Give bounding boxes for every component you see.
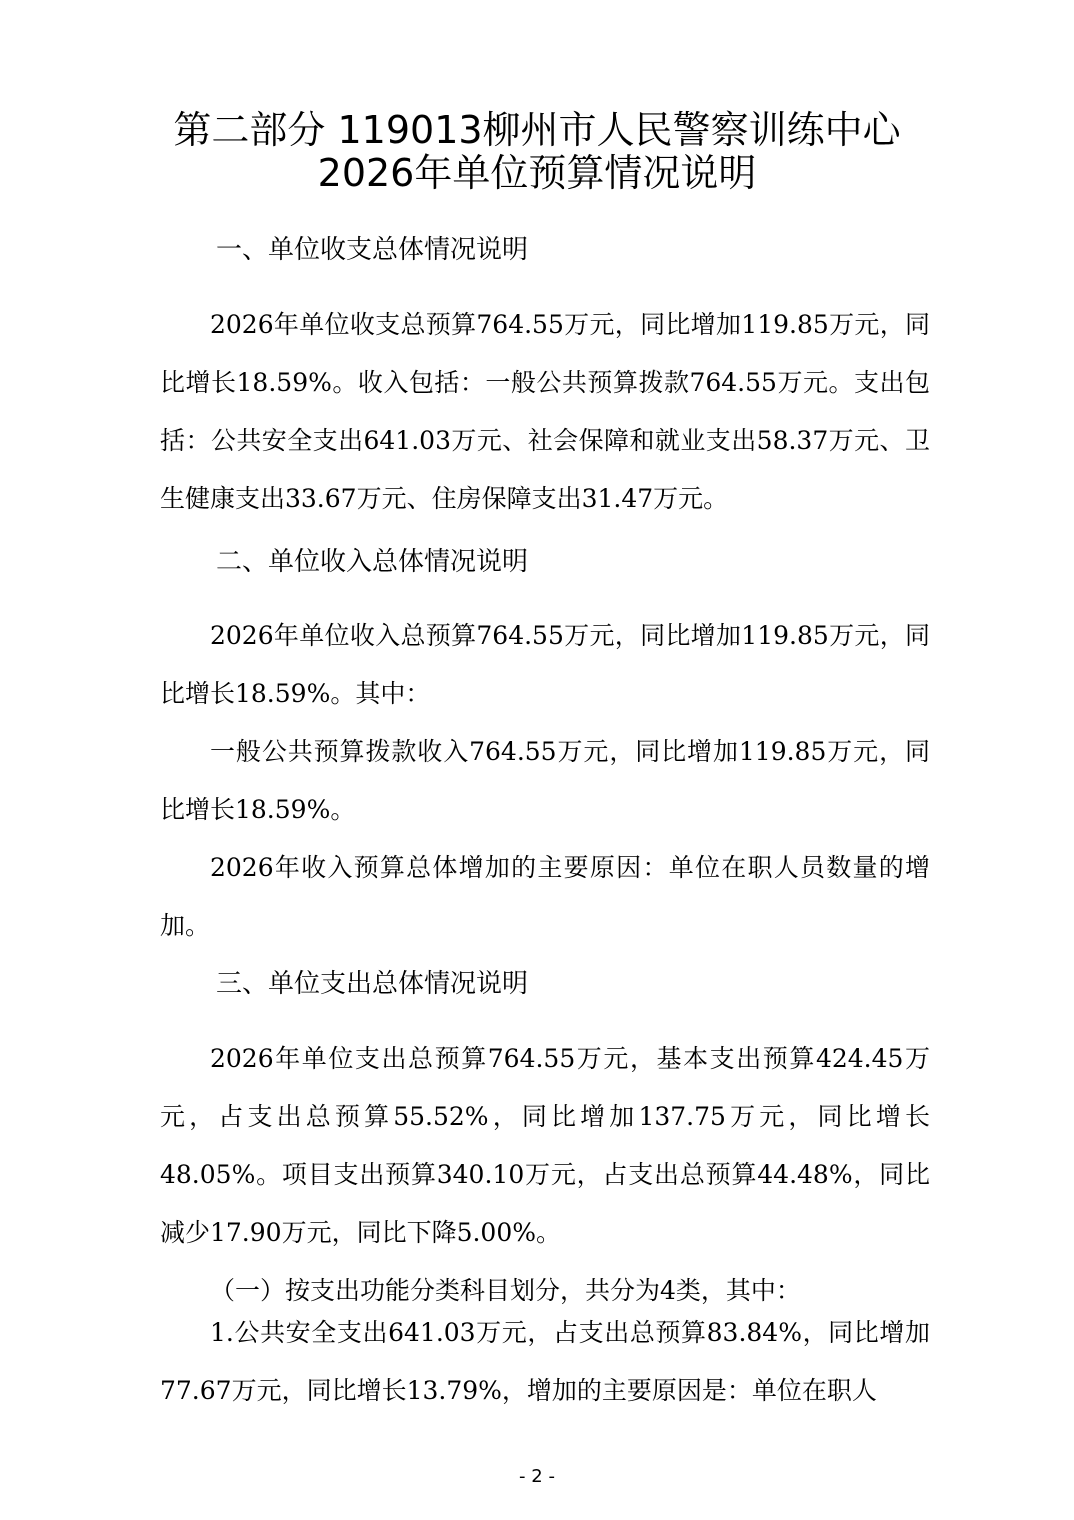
page-title-line1: 第二部分 119013柳州市人民警察训练中心 — [173, 108, 901, 152]
section-heading-3: 三、单位支出总体情况说明 — [216, 969, 529, 999]
section-3-paragraph-2: 1.公共安全支出641.03万元，占支出总预算83.84%，同比增加77.67万元，同比增长13.79%，增加的主要原因是：单位在职人 — [160, 1318, 930, 1405]
section-3-paragraph-1: 2026年单位支出总预算764.55万元，基本支出预算424.45万元，占支出总预算55.52%，同比增加137.75万元，同比增长48.05%。项目支出预算340.10万元，占支出总预算44.48%，同比减少17.90万元，同比下降5.00%。 — [160, 1044, 930, 1247]
page-title-line2: 2026年单位预算情况说明 — [317, 151, 757, 195]
section-heading-1: 一、单位收支总体情况说明 — [216, 235, 529, 265]
section-2-paragraph-1: 2026年单位收入总预算764.55万元，同比增加119.85万元，同比增长18.59%。其中： — [160, 621, 930, 708]
section-heading-2: 二、单位收入总体情况说明 — [216, 547, 529, 577]
section-1-paragraph: 2026年单位收支总预算764.55万元，同比增加119.85万元，同比增长18.59%。收入包括：一般公共预算拨款764.55万元。支出包括：公共安全支出641.03万元、社会保障和就业支出58.37万元、卫生健康支出33.67万元、住房保障支出31.47万元。 — [160, 310, 930, 513]
section-2-paragraph-2: 一般公共预算拨款收入764.55万元，同比增加119.85万元，同比增长18.59%。 — [160, 737, 930, 824]
section-3-subheading: （一）按支出功能分类科目划分，共分为4类，其中： — [210, 1276, 801, 1305]
page-number: - 2 - — [519, 1466, 555, 1487]
section-2-paragraph-3: 2026年收入预算总体增加的主要原因：单位在职人员数量的增加。 — [160, 853, 930, 940]
